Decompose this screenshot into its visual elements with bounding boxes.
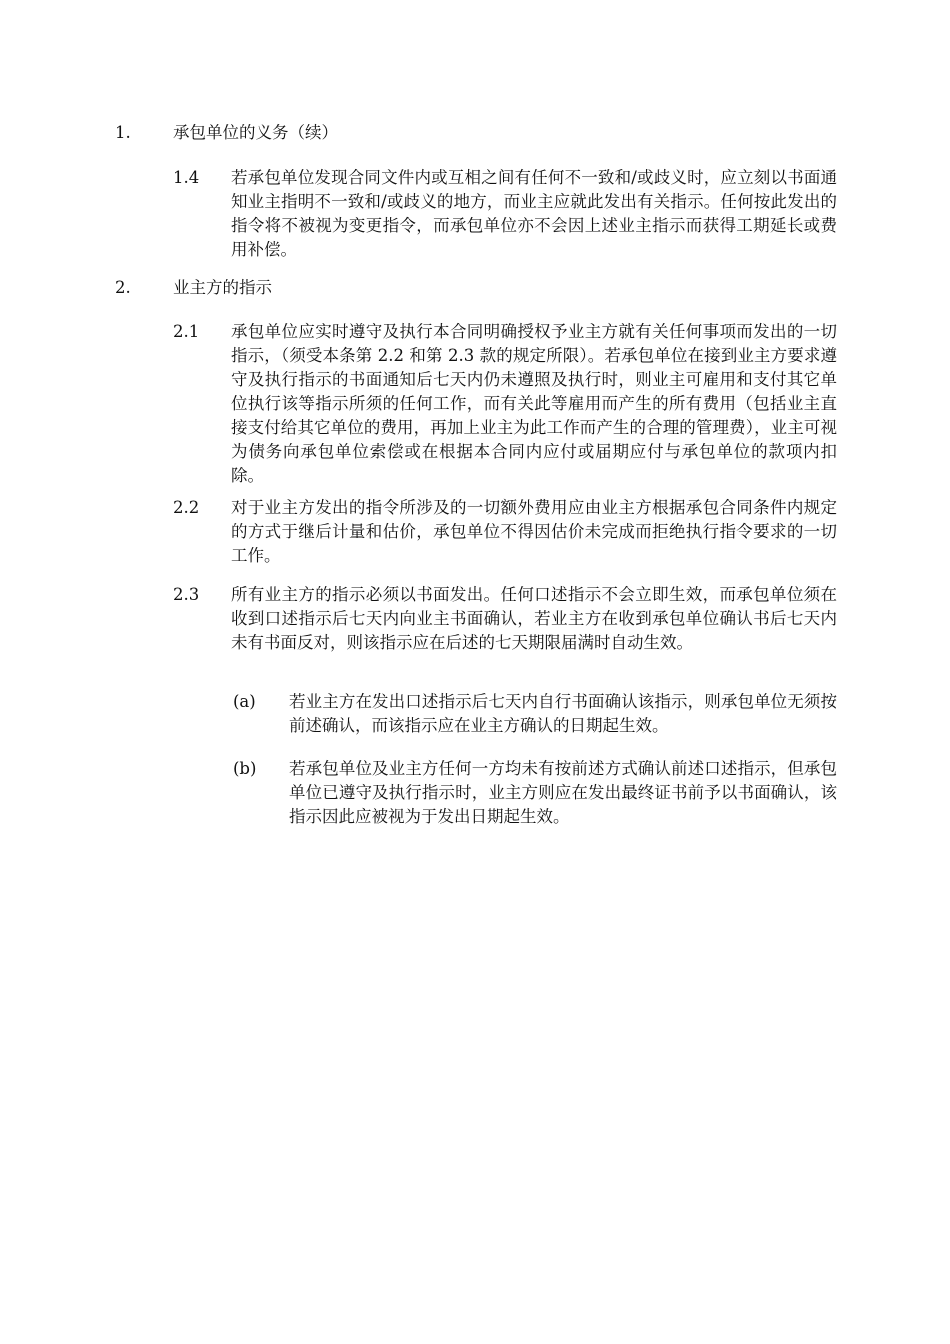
clause-text: 对于业主方发出的指令所涉及的一切额外费用应由业主方根据承包合同条件内规定的方式于继后计量和估价，承包单位不得因估价未完成而拒绝执行指令要求的一切工作。 (231, 498, 837, 565)
clause-text: 若承包单位发现合同文件内或互相之间有任何不一致和/或歧义时，应立刻以书面通知业主指明不一致和/或歧义的地方，而业主应就此发出有关指示。任何按此发出的指令将不被视为变更指令，而承包单位亦不会因上述业主指示而获得工期延长或费用补偿。 (231, 168, 837, 259)
section-number: 1. (115, 123, 131, 142)
section-title: 业主方的指示 (173, 278, 272, 297)
sub-item-text: 若业主方在发出口述指示后七天内自行书面确认该指示，则承包单位无须按前述确认，而该指示应在业主方确认的日期起生效。 (289, 692, 837, 735)
sub-item-label: (a) (233, 692, 256, 711)
clause-text: 承包单位应实时遵守及执行本合同明确授权予业主方就有关任何事项而发出的一切指示，（须受本条第 2.2 和第 2.3 款的规定所限）。若承包单位在接到业主方要求遵守及执行指示的书面通知后七天内仍未遵照及执行时，则业主可雇用和支付其它单位执行该等指示所须的任何工作，而有关此等雇用而产生的所有费用（包括业主直接支付给其它单位的费用，再加上业主为此工作而产生的合理的管理费），业主可视为债务向承包单位索偿或在根据本合同内应付或届期应付与承包单位的款项内扣除。 (231, 322, 837, 485)
clause-number: 2.3 (173, 585, 200, 604)
section-number: 2. (115, 278, 131, 297)
sub-item-label: (b) (233, 759, 257, 778)
sub-item-text: 若承包单位及业主方任何一方均未有按前述方式确认前述口述指示，但承包单位已遵守及执行指示时，业主方则应在发出最终证书前予以书面确认，该指示因此应被视为于发出日期起生效。 (289, 759, 837, 826)
section-title: 承包单位的义务（续） (173, 123, 338, 142)
clause-number: 2.1 (173, 322, 200, 341)
clause-number: 2.2 (173, 498, 200, 517)
clause-text: 所有业主方的指示必须以书面发出。任何口述指示不会立即生效，而承包单位须在收到口述指示后七天内向业主书面确认，若业主方在收到承包单位确认书后七天内未有书面反对，则该指示应在后述的七天期限届满时自动生效。 (231, 585, 837, 652)
clause-number: 1.4 (173, 168, 200, 187)
